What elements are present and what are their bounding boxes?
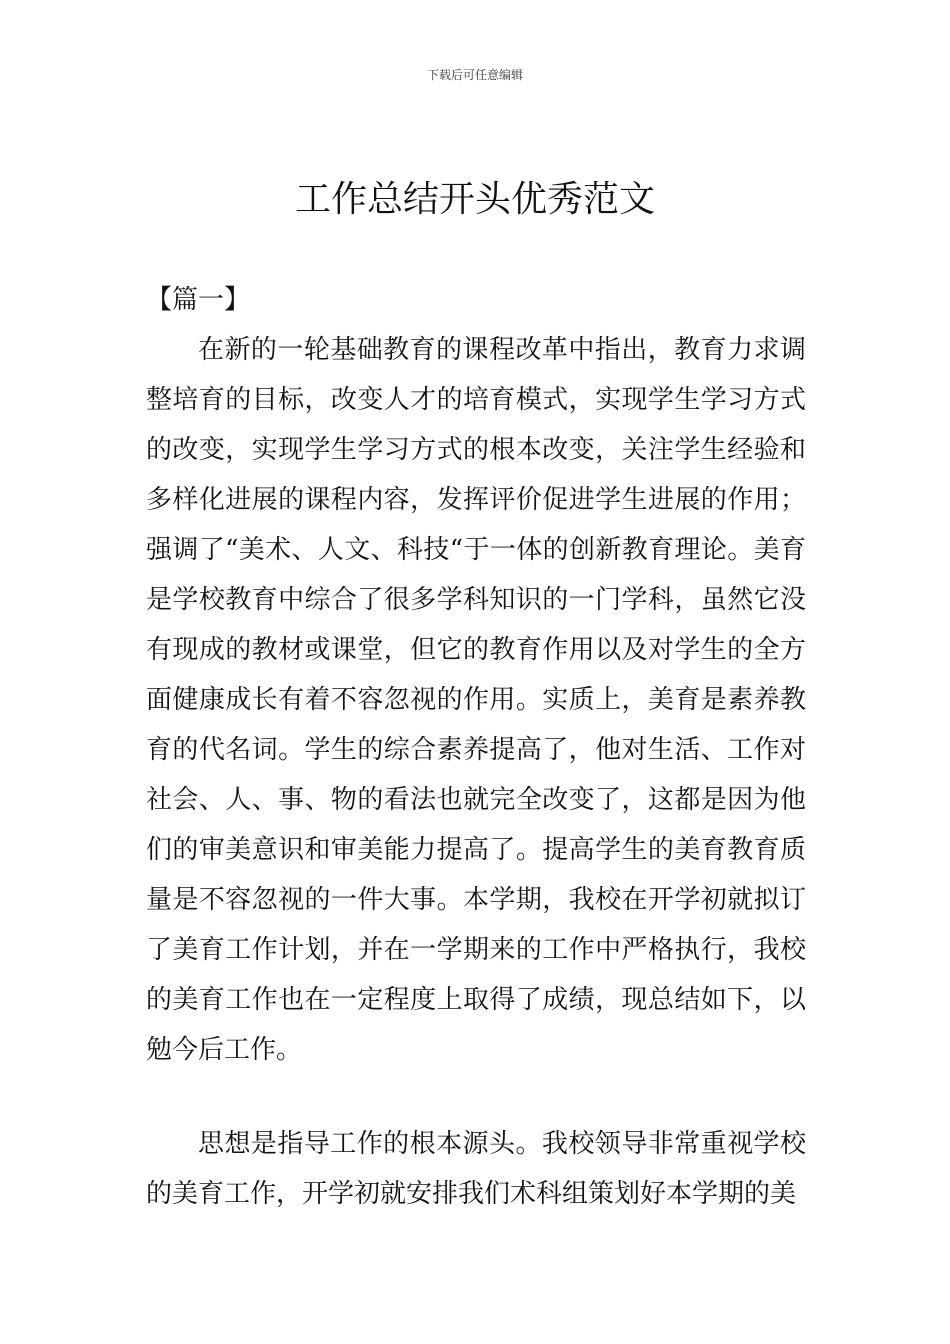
body-paragraph: 思想是指导工作的根本源头。我校领导非常重视学校的美育工作，开学初就安排我们术科组策划好本学期的美 — [146, 1129, 806, 1209]
document-title: 工作总结开头优秀范文 — [294, 179, 655, 220]
section-heading: 【篇一】 — [146, 285, 251, 315]
header-note: 下载后可任意编辑 — [426, 68, 523, 82]
body-paragraph: 在新的一轮基础教育的课程改革中指出，教育力求调整培育的目标，改变人才的培育模式，实现学生学习方式的改变，实现学生学习方式的根本改变，关注学生经验和多样化进展的课程内容，发挥评价促进学生进展的作用；强调了“美术、人文、科技“于一体的创新教育理论。美育是学校教育中综合了很多学科知识的一门学科，虽然它没有现成的教材或课堂，但它的教育作用以及对学生的全方面健康成长有着不容忽视的作用。实质上，美育是素养教育的代名词。学生的综合素养提高了，他对生活、工作对社会、人、事、物的看法也就完全改变了，这都是因为他们的审美意识和审美能力提高了。提高学生的美育教育质量是不容忽视的一件大事。本学期，我校在开学初就拟订了美育工作计划，并在一学期来的工作中严格执行，我校的美育工作也在一定程度上取得了成绩，现总结如下，以勉今后工作。 — [146, 335, 806, 1065]
